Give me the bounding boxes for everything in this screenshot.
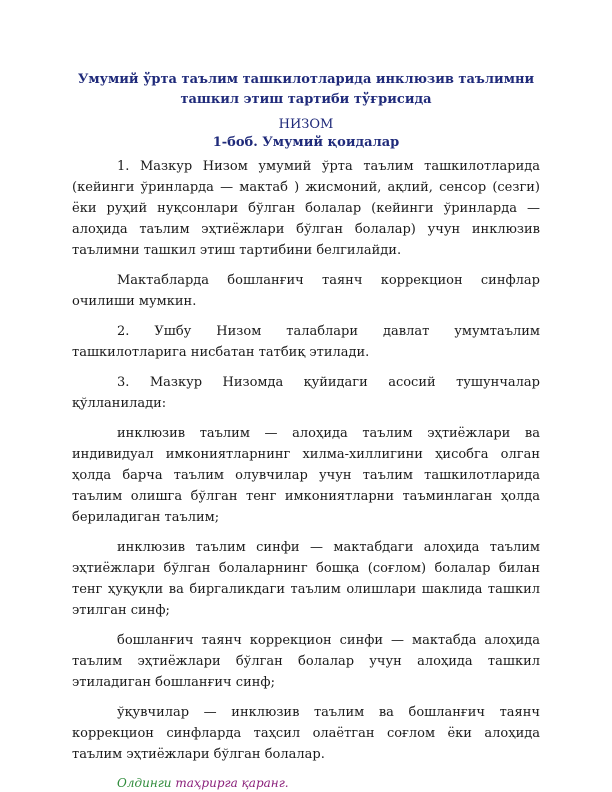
previous-revision-link[interactable]: Олдинги [117,776,172,790]
paragraph-1: 1. Мазкур Низом умумий ўрта таълим ташкилотларида (кейинги ўринларда — мактаб ) жисмоний, ақлий, сенсор (сезги) ёки руҳий нуқсонлари бўлган болалар (кейинги ўринларда — алоҳида таълим эҳтиёжлари бўлган болалар) учун инклюзив таълимни ташкил этиш тартибини белгилайди. [72,159,540,258]
revision-note [72,774,540,792]
paragraph-2: Мактабларда бошланғич таянч коррекцион синфлар очилиши мумкин. [72,273,540,309]
document-title: Умумий ўрта таълим ташкилотларида инклюзив таълимни ташкил этиш тартиби тўғрисида [77,72,535,107]
document-type: НИЗОМ [278,117,334,132]
paragraph-3: 2. Ушбу Низом талаблари давлат умумтаълим ташкилотларига нисбатан татбиқ этилади. [72,324,540,360]
revision-note-text: таҳрирга қаранг. [171,776,289,790]
paragraph-4: 3. Мазкур Низомда қуйидаги асосий тушунчалар қўлланилади: [72,375,540,411]
paragraph-8: ўқувчилар — инклюзив таълим ва бошланғич таянч коррекцион синфларда таҳсил олаётган соғлом ёки алоҳида таълим эҳтиёжлари бўлган болалар. [72,705,540,762]
paragraph-7: бошланғич таянч коррекцион синфи — мактабда алоҳида таълим эҳтиёжлари бўлган болалар учун алоҳида ташкил этиладиган бошланғич синф; [72,633,540,690]
chapter-heading: 1-боб. Умумий қоидалар [212,135,400,150]
paragraph-6: инклюзив таълим синфи — мактабдаги алоҳида таълим эҳтиёжлари бўлган болаларнинг бошқа (соғлом) болалар билан тенг ҳуқуқли ва биргаликдаги таълим олишлари шаклида ташкил этилган синф; [72,540,540,618]
paragraph-5: инклюзив таълим — алоҳида таълим эҳтиёжлари ва индивидуал имкониятларнинг хилма-хиллигини ҳисобга олган ҳолда барча таълим олувчилар учун таълим ташкилотларида таълим олишга бўлган тенг имкониятларни таъминлаган ҳолда бериладиган таълим; [72,426,540,525]
